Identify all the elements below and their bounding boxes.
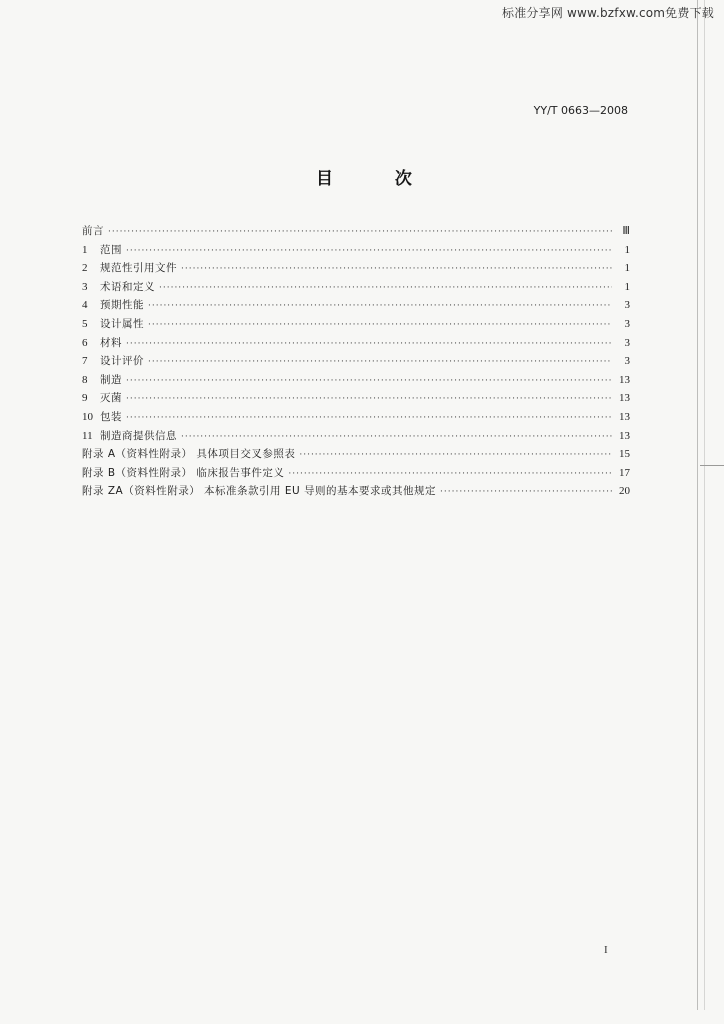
toc-entry[interactable] [82, 464, 630, 483]
toc-entry[interactable] [82, 389, 630, 408]
toc-entry-label: 范围 [100, 243, 122, 256]
document-code: YY/T 0663—2008 [533, 104, 628, 117]
toc-entry-page: 3 [624, 355, 630, 368]
toc-entry-label: 包装 [100, 410, 122, 423]
toc-entry-page: 3 [624, 299, 630, 312]
toc-entry-label: 术语和定义 [100, 280, 155, 293]
page-number: I [604, 944, 608, 956]
toc-entry[interactable] [82, 222, 630, 241]
toc-dot-leader [181, 428, 612, 447]
toc-entry-number: 10 [82, 410, 93, 423]
toc-entry[interactable] [82, 278, 630, 297]
toc-entry[interactable] [82, 334, 630, 353]
toc-dot-leader [299, 446, 612, 465]
page-edge-line-outer [704, 0, 705, 1010]
toc-entry-label: 附录 B（资料性附录） 临床报告事件定义 [82, 466, 285, 479]
toc-entry-label: 制造 [100, 373, 122, 386]
toc-entry[interactable] [82, 241, 630, 260]
toc-entry-number: 2 [82, 262, 88, 275]
toc-entry-page: 13 [619, 392, 630, 405]
toc-dot-leader [440, 483, 612, 502]
toc-entry[interactable] [82, 259, 630, 278]
toc-dot-leader [148, 316, 612, 335]
toc-dot-leader [108, 223, 612, 242]
toc-entry-label: 附录 A（资料性附录） 具体项目交叉参照表 [82, 448, 296, 461]
toc-entry-page: 1 [624, 280, 630, 293]
toc-dot-leader [148, 297, 612, 316]
toc-entry-number: 8 [82, 373, 88, 386]
toc-entry-page: 13 [619, 373, 630, 386]
toc-dot-leader [126, 409, 612, 428]
toc-entry[interactable] [82, 445, 630, 464]
toc-entry-label: 附录 ZA（资料性附录） 本标准条款引用 EU 导则的基本要求或其他规定 [82, 485, 437, 498]
toc-dot-leader [159, 279, 612, 298]
toc-entry-page: 17 [619, 466, 630, 479]
toc-entry-page: 15 [619, 448, 630, 461]
toc-entry[interactable] [82, 427, 630, 446]
toc-entry-number: 6 [82, 336, 88, 349]
toc-entry-number: 3 [82, 280, 88, 293]
toc-entry-number: 9 [82, 392, 88, 405]
toc-entry-label: 材料 [100, 336, 122, 349]
toc-dot-leader [288, 465, 612, 484]
toc-entry-page: 13 [619, 410, 630, 423]
table-of-contents [82, 222, 630, 501]
toc-entry[interactable] [82, 482, 630, 501]
toc-entry[interactable] [82, 315, 630, 334]
toc-entry[interactable] [82, 371, 630, 390]
toc-entry-label: 设计评价 [100, 355, 144, 368]
toc-entry-label: 设计属性 [100, 317, 144, 330]
toc-dot-leader [126, 242, 612, 261]
toc-entry[interactable] [82, 352, 630, 371]
toc-entry-label: 灭菌 [100, 392, 122, 405]
toc-entry[interactable] [82, 296, 630, 315]
toc-dot-leader [126, 390, 612, 409]
toc-entry-number: 1 [82, 243, 88, 256]
page-edge-line [697, 0, 698, 1010]
toc-entry-label: 制造商提供信息 [100, 429, 177, 442]
toc-dot-leader [148, 353, 612, 372]
toc-entry-number: 5 [82, 317, 88, 330]
toc-dot-leader [181, 260, 612, 279]
page-edge-mark [700, 465, 724, 466]
toc-entry-label: 前言 [82, 225, 104, 237]
toc-entry-number: 7 [82, 355, 88, 368]
toc-entry[interactable] [82, 408, 630, 427]
watermark-text: 标准分享网 www.bzfxw.com免费下载 [502, 6, 714, 20]
toc-dot-leader [126, 335, 612, 354]
toc-title: 目 次 [316, 169, 440, 189]
toc-entry-page: 1 [624, 243, 630, 256]
toc-dot-leader [126, 372, 612, 391]
toc-entry-number: 11 [82, 429, 93, 442]
toc-entry-page: 20 [619, 485, 630, 498]
toc-entry-page: 3 [624, 317, 630, 330]
toc-entry-page: 13 [619, 429, 630, 442]
toc-entry-number: 4 [82, 299, 88, 312]
toc-entry-page: Ⅲ [622, 225, 630, 237]
toc-entry-page: 3 [624, 336, 630, 349]
toc-entry-page: 1 [624, 262, 630, 275]
toc-entry-label: 规范性引用文件 [100, 262, 177, 275]
toc-entry-label: 预期性能 [100, 299, 144, 312]
